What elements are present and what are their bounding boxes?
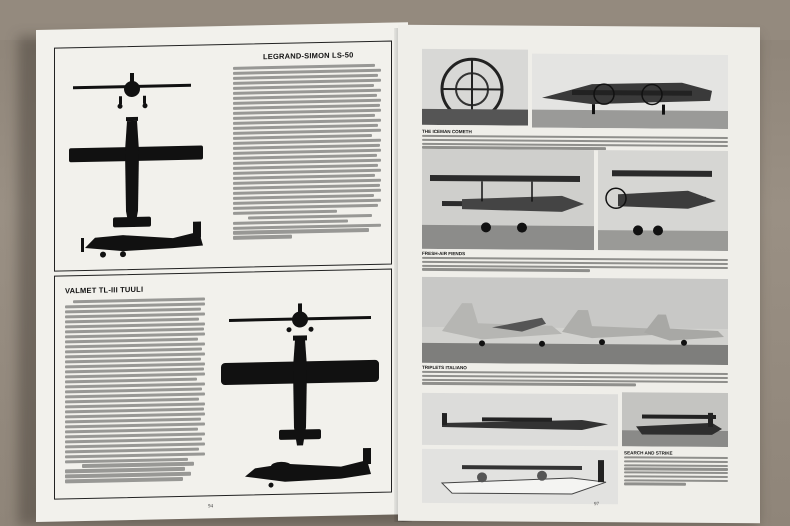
page-number: 97 xyxy=(594,502,599,508)
three-view-drawing xyxy=(63,49,213,262)
side-view-silhouette xyxy=(81,222,203,259)
biplane-image xyxy=(422,149,594,250)
photo-caption xyxy=(624,456,728,487)
front-view-silhouette xyxy=(229,302,371,333)
biplane-image xyxy=(598,150,728,251)
article-body-text xyxy=(233,64,381,242)
photo-jet-triplets xyxy=(422,277,728,365)
jet-fighters-image xyxy=(422,277,728,365)
article-title: LEGRAND-SIMON LS-50 xyxy=(263,50,354,62)
flying-boat-image xyxy=(422,449,618,504)
aircraft-in-flight-image xyxy=(422,393,618,446)
side-view-silhouette xyxy=(245,448,371,488)
article-title: VALMET TL-III TUULI xyxy=(65,284,144,296)
article-body-text xyxy=(65,297,205,484)
engine-intake-image xyxy=(422,49,528,126)
caption-heading: FRESH-AIR FIENDS xyxy=(422,250,466,257)
plan-view-silhouette xyxy=(69,116,203,229)
article-box-legrand-simon xyxy=(54,41,392,272)
photo-flying-boat xyxy=(422,449,618,504)
flying-boat-image xyxy=(622,392,728,447)
left-page xyxy=(36,22,408,522)
three-view-drawing xyxy=(215,276,385,490)
photo-caption xyxy=(422,371,728,388)
airliner-image xyxy=(532,54,728,129)
caption-heading: SEARCH AND STRIKE xyxy=(624,450,673,456)
front-view-silhouette xyxy=(73,72,191,110)
photo-caption xyxy=(422,257,728,274)
caption-heading: THE ICEMAN COMETH xyxy=(422,128,472,135)
photo-search-right xyxy=(622,392,728,447)
caption-heading: TRIPLETS ITALIANO xyxy=(422,364,467,371)
article-box-valmet-tuuli xyxy=(54,269,392,500)
photo-biplane-left xyxy=(422,149,594,250)
plan-view-silhouette xyxy=(221,334,379,447)
right-page xyxy=(398,25,760,524)
photo-search-left xyxy=(422,393,618,446)
photo-iceman-right xyxy=(532,54,728,129)
photo-biplane-right xyxy=(598,150,728,251)
page-number: 94 xyxy=(208,504,213,510)
photo-iceman-left xyxy=(422,49,528,126)
